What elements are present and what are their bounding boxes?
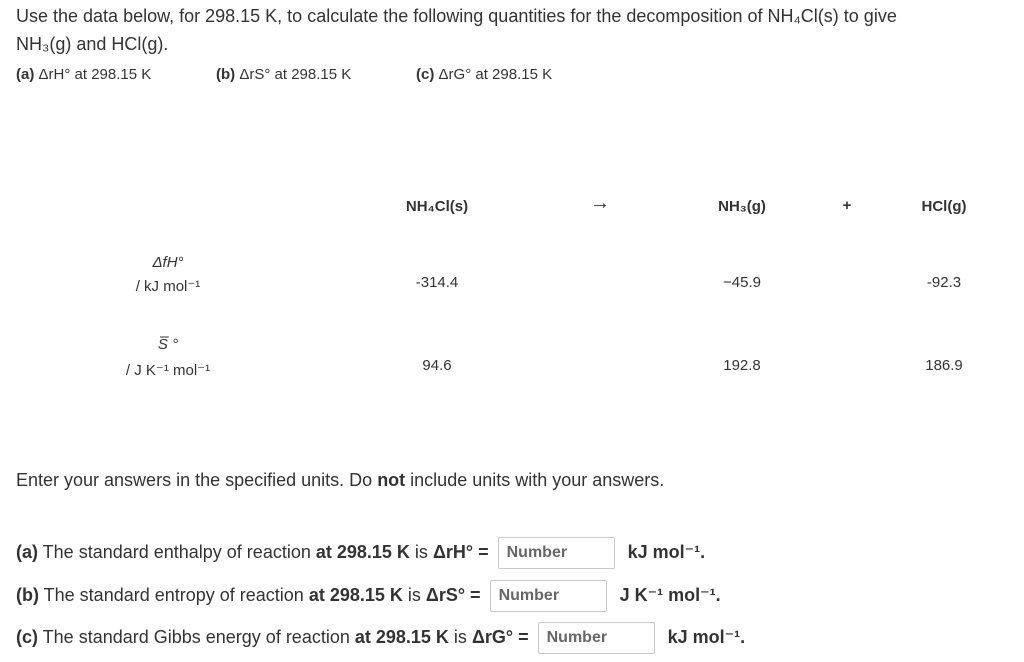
enthalpy-answer-input[interactable] bbox=[498, 537, 615, 569]
species-nh3: NH₃(g) bbox=[718, 198, 766, 215]
question-b-symbol: ΔrS° = bbox=[425, 584, 481, 605]
question-c-unit: kJ mol⁻¹. bbox=[667, 626, 746, 647]
nh3-enthalpy: −45.9 bbox=[723, 274, 761, 291]
question-b-label: (b) bbox=[16, 584, 39, 605]
question-b-bold: at 298.15 K bbox=[308, 584, 403, 605]
part-a bbox=[16, 66, 151, 83]
question-c-text: The standard Gibbs energy of reaction bbox=[38, 626, 355, 647]
gibbs-answer-input[interactable] bbox=[538, 622, 655, 654]
part-b-label: (b) bbox=[216, 66, 236, 83]
intro-line-2: NH₃(g) and HCl(g). bbox=[16, 34, 169, 54]
enthalpy-units: / kJ mol⁻¹ bbox=[135, 278, 201, 295]
note-after: include units with your answers. bbox=[405, 470, 665, 490]
reaction-arrow-icon: → bbox=[590, 192, 610, 214]
enthalpy-symbol: ΔfH° bbox=[152, 254, 184, 271]
question-a-label: (a) bbox=[16, 541, 38, 562]
row-label-enthalpy bbox=[136, 254, 201, 295]
question-c-symbol: ΔrG° = bbox=[471, 626, 529, 647]
note-before: Enter your answers in the specified units. Do bbox=[16, 470, 378, 490]
entropy-answer-input[interactable] bbox=[490, 580, 607, 612]
question-b bbox=[16, 580, 721, 612]
question-c bbox=[16, 622, 745, 654]
part-a-label: (a) bbox=[16, 66, 35, 83]
hcl-entropy: 186.9 bbox=[925, 357, 963, 374]
note-bold: not bbox=[377, 470, 406, 490]
question-a-bold: at 298.15 K bbox=[315, 541, 410, 562]
question-a-is: is bbox=[409, 541, 433, 562]
intro-line-1: Use the data below, for 298.15 K, to calculate the following quantities for the decomposition of NH₄Cl(s) to give bbox=[16, 6, 897, 26]
question-a-symbol: ΔrH° = bbox=[432, 541, 489, 562]
question-c-bold: at 298.15 K bbox=[354, 626, 449, 647]
species-nh4cl: NH₄Cl(s) bbox=[405, 198, 469, 215]
question-c-is: is bbox=[448, 626, 472, 647]
question-b-unit: J K⁻¹ mol⁻¹. bbox=[619, 584, 721, 605]
nh4cl-enthalpy: -314.4 bbox=[415, 274, 459, 291]
row-label-entropy bbox=[126, 336, 210, 379]
question-b-text: The standard entropy of reaction bbox=[38, 584, 309, 605]
part-c-text: ΔrG° at 298.15 K bbox=[438, 66, 553, 83]
question-a-unit: kJ mol⁻¹. bbox=[627, 541, 706, 562]
hcl-enthalpy: -92.3 bbox=[926, 274, 962, 291]
question-b-is: is bbox=[402, 584, 426, 605]
intro-text bbox=[16, 2, 897, 58]
part-c bbox=[416, 66, 552, 83]
plus-sign: + bbox=[842, 197, 852, 214]
part-a-text: ΔrH° at 298.15 K bbox=[38, 66, 152, 83]
part-b bbox=[216, 66, 351, 83]
question-a bbox=[16, 537, 705, 569]
question-a-text: The standard enthalpy of reaction bbox=[38, 541, 316, 562]
entropy-units: / J K⁻¹ mol⁻¹ bbox=[125, 362, 211, 379]
part-c-label: (c) bbox=[416, 66, 435, 83]
question-c-label: (c) bbox=[16, 626, 38, 647]
entropy-symbol: S̅ ° bbox=[157, 336, 179, 353]
instruction-note bbox=[16, 470, 664, 491]
species-hcl: HCl(g) bbox=[921, 198, 967, 215]
nh3-entropy: 192.8 bbox=[723, 357, 761, 374]
part-b-text: ΔrS° at 298.15 K bbox=[239, 66, 352, 83]
nh4cl-entropy: 94.6 bbox=[422, 357, 452, 374]
